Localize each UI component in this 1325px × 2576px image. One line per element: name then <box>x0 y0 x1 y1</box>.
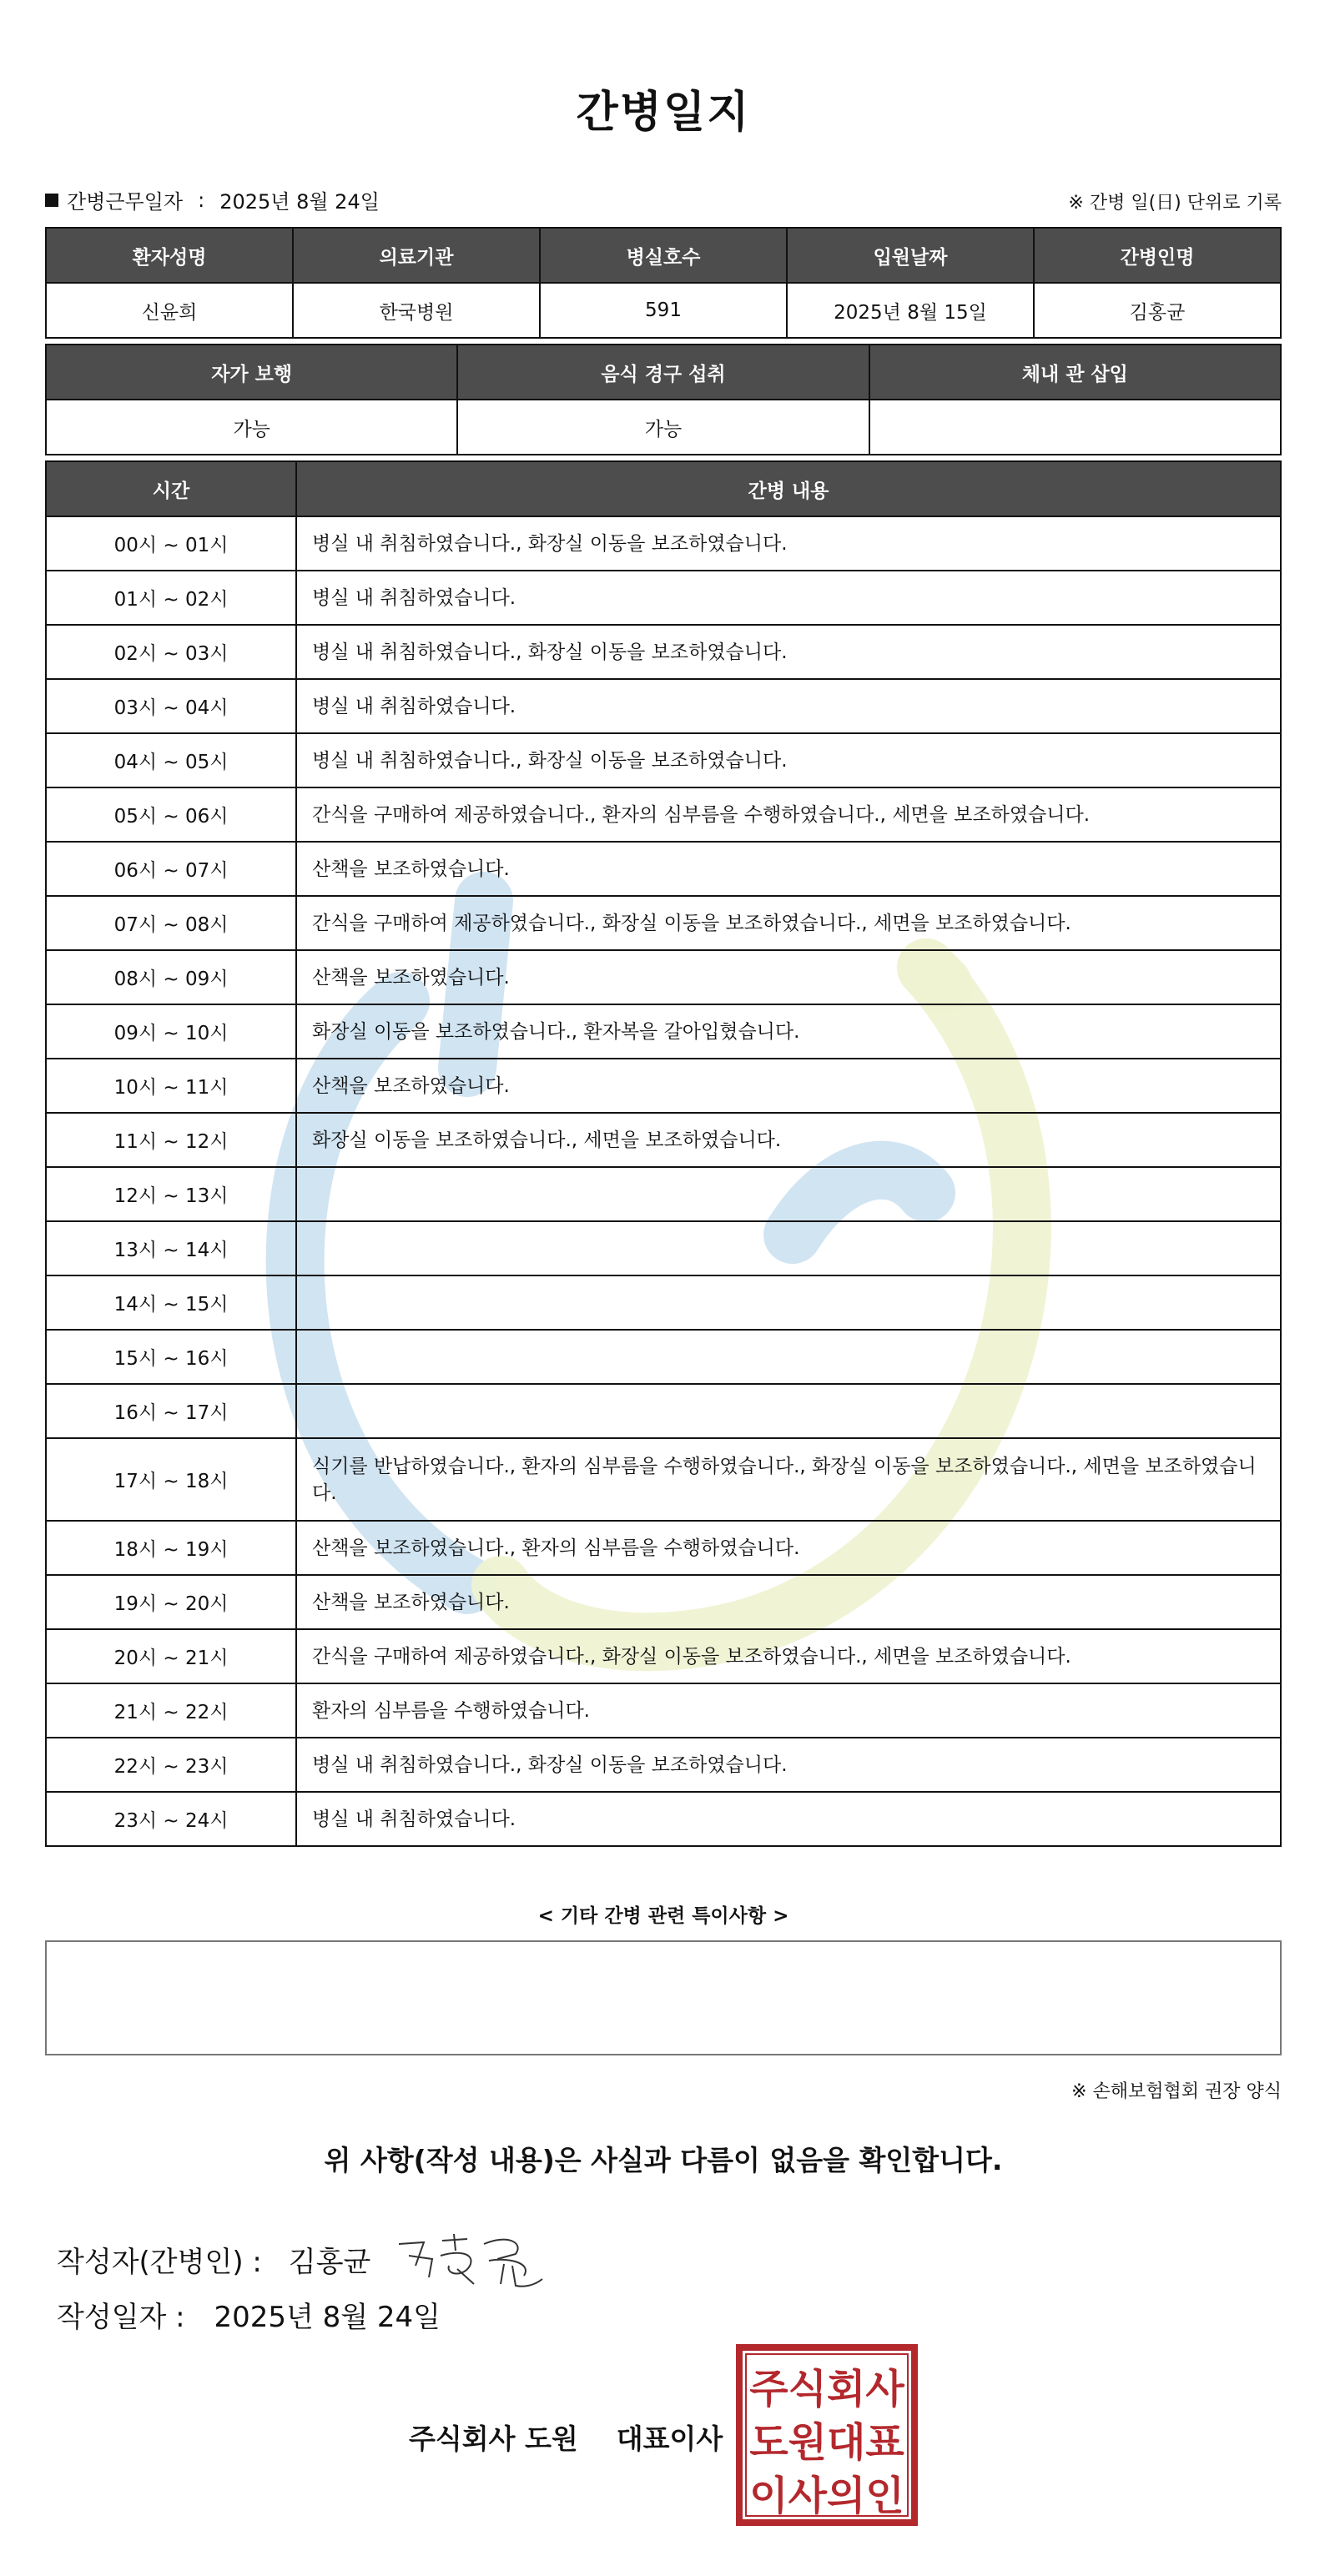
writer-line <box>57 2226 549 2292</box>
tube-value <box>869 400 1281 455</box>
log-row <box>46 1330 1281 1384</box>
log-content: 화장실 이동을 보조하였습니다., 세면을 보조하였습니다. <box>296 1113 1281 1167</box>
log-content: 화장실 이동을 보조하였습니다., 환자복을 갈아입혔습니다. <box>296 1004 1281 1059</box>
log-row <box>46 1167 1281 1221</box>
work-date-label: 간병근무일자 <box>67 190 184 214</box>
log-row <box>46 1792 1281 1846</box>
seal-line-2: 도원대표 <box>749 2419 904 2466</box>
write-date-label: 작성일자 : <box>57 2301 185 2334</box>
header-patient-name: 환자성명 <box>46 228 293 283</box>
log-row <box>46 733 1281 787</box>
log-content: 병실 내 취침하였습니다. <box>296 679 1281 733</box>
company-seal-stamp <box>734 2342 919 2528</box>
log-row <box>46 950 1281 1004</box>
log-content: 간식을 구매하여 제공하였습니다., 화장실 이동을 보조하였습니다., 세면을 보조하였습니다. <box>296 1629 1281 1683</box>
header-care-content: 간병 내용 <box>296 461 1281 516</box>
log-time: 06시 ~ 07시 <box>46 842 296 896</box>
log-content: 병실 내 취침하였습니다., 화장실 이동을 보조하였습니다. <box>296 733 1281 787</box>
log-content: 산책을 보조하였습니다. <box>296 842 1281 896</box>
log-time: 04시 ~ 05시 <box>46 733 296 787</box>
log-content <box>296 1330 1281 1384</box>
log-time: 12시 ~ 13시 <box>46 1167 296 1221</box>
log-time: 02시 ~ 03시 <box>46 625 296 679</box>
writer-name: 김홍균 <box>288 2245 371 2279</box>
log-row <box>46 1738 1281 1792</box>
log-row <box>46 896 1281 950</box>
log-row <box>46 679 1281 733</box>
header-hospital: 의료기관 <box>293 228 540 283</box>
log-content <box>296 1167 1281 1221</box>
log-row <box>46 625 1281 679</box>
header-oral-intake: 음식 경구 섭취 <box>457 345 869 400</box>
log-row <box>46 1575 1281 1629</box>
log-time: 13시 ~ 14시 <box>46 1221 296 1275</box>
seal-line-3: 이사의인 <box>749 2473 904 2519</box>
patient-status-table <box>45 344 1282 455</box>
log-time: 09시 ~ 10시 <box>46 1004 296 1059</box>
confirmation-statement: 위 사항(작성 내용)은 사실과 다름이 없음을 확인합니다. <box>324 2144 1003 2176</box>
caregiver-name: 김홍균 <box>1034 283 1281 338</box>
unit-note: ※ 간병 일(日) 단위로 기록 <box>1068 193 1282 214</box>
log-time: 05시 ~ 06시 <box>46 787 296 842</box>
write-date-value: 2025년 8월 24일 <box>214 2301 441 2334</box>
log-row <box>46 1438 1281 1521</box>
patient-name: 신윤희 <box>46 283 293 338</box>
log-row <box>46 1059 1281 1113</box>
log-content: 산책을 보조하였습니다. <box>296 1059 1281 1113</box>
log-time: 23시 ~ 24시 <box>46 1792 296 1846</box>
work-date-value: 2025년 8월 24일 <box>219 190 380 214</box>
log-time: 00시 ~ 01시 <box>46 516 296 571</box>
oral-intake-value: 가능 <box>457 400 869 455</box>
company-representative: 주식회사 도원 대표이사 <box>409 2423 723 2455</box>
log-row <box>46 842 1281 896</box>
header-caregiver: 간병인명 <box>1034 228 1281 283</box>
log-time: 10시 ~ 11시 <box>46 1059 296 1113</box>
header-time: 시간 <box>46 461 296 516</box>
patient-info-table <box>45 227 1282 339</box>
log-content: 산책을 보조하였습니다. <box>296 950 1281 1004</box>
log-time: 11시 ~ 12시 <box>46 1113 296 1167</box>
walking-value: 가능 <box>46 400 457 455</box>
log-time: 08시 ~ 09시 <box>46 950 296 1004</box>
log-content: 간식을 구매하여 제공하였습니다., 환자의 심부름을 수행하였습니다., 세면을 보조하였습니다. <box>296 787 1281 842</box>
log-row <box>46 1683 1281 1738</box>
log-time: 03시 ~ 04시 <box>46 679 296 733</box>
log-row <box>46 1275 1281 1330</box>
room-number: 591 <box>540 283 787 338</box>
log-row <box>46 571 1281 625</box>
log-time: 18시 ~ 19시 <box>46 1521 296 1575</box>
log-content: 간식을 구매하여 제공하였습니다., 화장실 이동을 보조하였습니다., 세면을 보조하였습니다. <box>296 896 1281 950</box>
work-date-separator: : <box>198 188 205 212</box>
log-row <box>46 1113 1281 1167</box>
log-time: 22시 ~ 23시 <box>46 1738 296 1792</box>
log-content: 환자의 심부름을 수행하였습니다. <box>296 1683 1281 1738</box>
log-time: 14시 ~ 15시 <box>46 1275 296 1330</box>
log-row <box>46 787 1281 842</box>
log-row <box>46 1004 1281 1059</box>
log-time: 15시 ~ 16시 <box>46 1330 296 1384</box>
header-tube: 체내 관 삽입 <box>869 345 1281 400</box>
log-row <box>46 516 1281 571</box>
log-time: 17시 ~ 18시 <box>46 1438 296 1521</box>
header-room: 병실호수 <box>540 228 787 283</box>
page-title: 간병일지 <box>576 88 751 138</box>
log-row <box>46 1629 1281 1683</box>
log-time: 20시 ~ 21시 <box>46 1629 296 1683</box>
log-time: 01시 ~ 02시 <box>46 571 296 625</box>
log-content: 병실 내 취침하였습니다. <box>296 1792 1281 1846</box>
log-content <box>296 1384 1281 1438</box>
log-row <box>46 1521 1281 1575</box>
write-date-line <box>57 2294 441 2335</box>
handwritten-signature <box>390 2226 549 2292</box>
log-row <box>46 1221 1281 1275</box>
log-time: 19시 ~ 20시 <box>46 1575 296 1629</box>
hospital-name: 한국병원 <box>293 283 540 338</box>
special-notes-title: < 기타 간병 관련 특이사항 > <box>537 1905 789 1927</box>
header-walking: 자가 보행 <box>46 345 457 400</box>
log-content: 병실 내 취침하였습니다., 화장실 이동을 보조하였습니다. <box>296 1738 1281 1792</box>
log-content: 병실 내 취침하였습니다., 화장실 이동을 보조하였습니다. <box>296 625 1281 679</box>
log-content: 병실 내 취침하였습니다., 화장실 이동을 보조하였습니다. <box>296 516 1281 571</box>
log-row <box>46 1384 1281 1438</box>
log-content: 산책을 보조하였습니다., 환자의 심부름을 수행하였습니다. <box>296 1521 1281 1575</box>
work-date-line <box>45 185 380 214</box>
log-content: 병실 내 취침하였습니다. <box>296 571 1281 625</box>
care-log-table <box>45 460 1282 1847</box>
log-time: 21시 ~ 22시 <box>46 1683 296 1738</box>
log-content: 식기를 반납하였습니다., 환자의 심부름을 수행하였습니다., 화장실 이동을 보조하였습니다., 세면을 보조하였습니다. <box>296 1438 1281 1521</box>
seal-line-1: 주식회사 <box>749 2366 904 2412</box>
admit-date: 2025년 8월 15일 <box>787 283 1034 338</box>
log-content <box>296 1221 1281 1275</box>
log-time: 16시 ~ 17시 <box>46 1384 296 1438</box>
care-log-body <box>46 516 1281 1846</box>
log-content: 산책을 보조하였습니다. <box>296 1575 1281 1629</box>
log-content <box>296 1275 1281 1330</box>
header-admit-date: 입원날짜 <box>787 228 1034 283</box>
square-bullet-icon <box>45 194 58 207</box>
format-note: ※ 손해보험협회 권장 양식 <box>1071 2081 1282 2102</box>
special-notes-box <box>45 1940 1282 2055</box>
log-time: 07시 ~ 08시 <box>46 896 296 950</box>
writer-label: 작성자(간병인) : <box>57 2245 262 2279</box>
